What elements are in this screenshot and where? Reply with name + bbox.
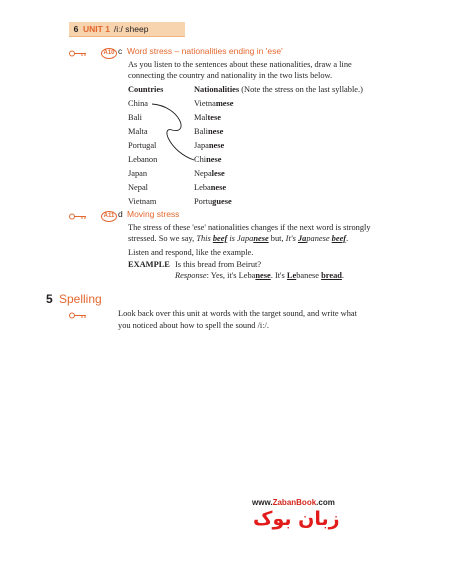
- nationality-item: Lebanese: [194, 183, 227, 192]
- nationality-item: Vietnamese: [194, 99, 234, 108]
- nationality-item: Japanese: [194, 141, 225, 150]
- nationalities-header: Nationalities (Note the stress on the last syllable.): [194, 85, 363, 94]
- exercise-letter-c: c: [118, 46, 123, 56]
- exercise-title-c: Word stress – nationalities ending in 'ese': [127, 46, 283, 56]
- nationality-item: Portuguese: [194, 197, 232, 206]
- unit-title: /iː/ sheep: [113, 24, 149, 34]
- nationality-item: Nepalese: [194, 169, 225, 178]
- instruction-line-2: connecting the country and nationality in the two lists below.: [128, 71, 333, 80]
- country-item: Vietnam: [128, 197, 157, 206]
- spelling-line-1: Look back over this unit at words with the target sound, and write what: [118, 309, 357, 318]
- country-item: Malta: [128, 127, 148, 136]
- section-title: Spelling: [59, 292, 102, 306]
- countries-header: Countries: [128, 85, 164, 94]
- example-question: Is this bread from Beirut?: [175, 260, 262, 269]
- page-header: [69, 22, 185, 37]
- country-item: Portugal: [128, 141, 157, 150]
- country-item: Bali: [128, 113, 142, 122]
- audio-track-c: A10: [101, 48, 117, 59]
- key-icon: [69, 50, 87, 57]
- connecting-line: [150, 100, 200, 165]
- spelling-line-2: you noticed about how to spell the sound /iː/.: [118, 321, 269, 330]
- key-icon: [69, 213, 87, 220]
- moving-stress-line-1: The stress of these 'ese' nationalities changes if the next word is strongly: [128, 223, 371, 232]
- nationality-item: Balinese: [194, 127, 224, 136]
- nationality-item: Chinese: [194, 155, 222, 164]
- moving-stress-line-2: stressed. So we say, This beef is Japanese but, It's Japanese beef.: [128, 234, 349, 243]
- moving-stress-line-3: Listen and respond, like the example.: [128, 248, 254, 257]
- section-number: 5: [46, 292, 53, 306]
- key-icon: [69, 312, 87, 319]
- example-label: EXAMPLE: [128, 260, 170, 269]
- nationality-item: Maltese: [194, 113, 221, 122]
- country-item: Nepal: [128, 183, 148, 192]
- audio-track-d: A11: [101, 211, 117, 222]
- watermark-logo: زبان بوک: [253, 508, 340, 530]
- watermark-url: www.ZabanBook.com: [252, 498, 335, 507]
- country-item: Lebanon: [128, 155, 158, 164]
- unit-label: UNIT 1: [83, 24, 110, 34]
- exercise-title-d: Moving stress: [127, 209, 180, 219]
- example-response: Response: Yes, it's Lebanese. It's Lebanese bread.: [175, 271, 345, 280]
- country-item: China: [128, 99, 149, 108]
- instruction-line-1: As you listen to the sentences about these nationalities, draw a line: [128, 60, 352, 69]
- country-item: Japan: [128, 169, 148, 178]
- exercise-letter-d: d: [118, 209, 123, 219]
- page-number: 6: [73, 24, 79, 34]
